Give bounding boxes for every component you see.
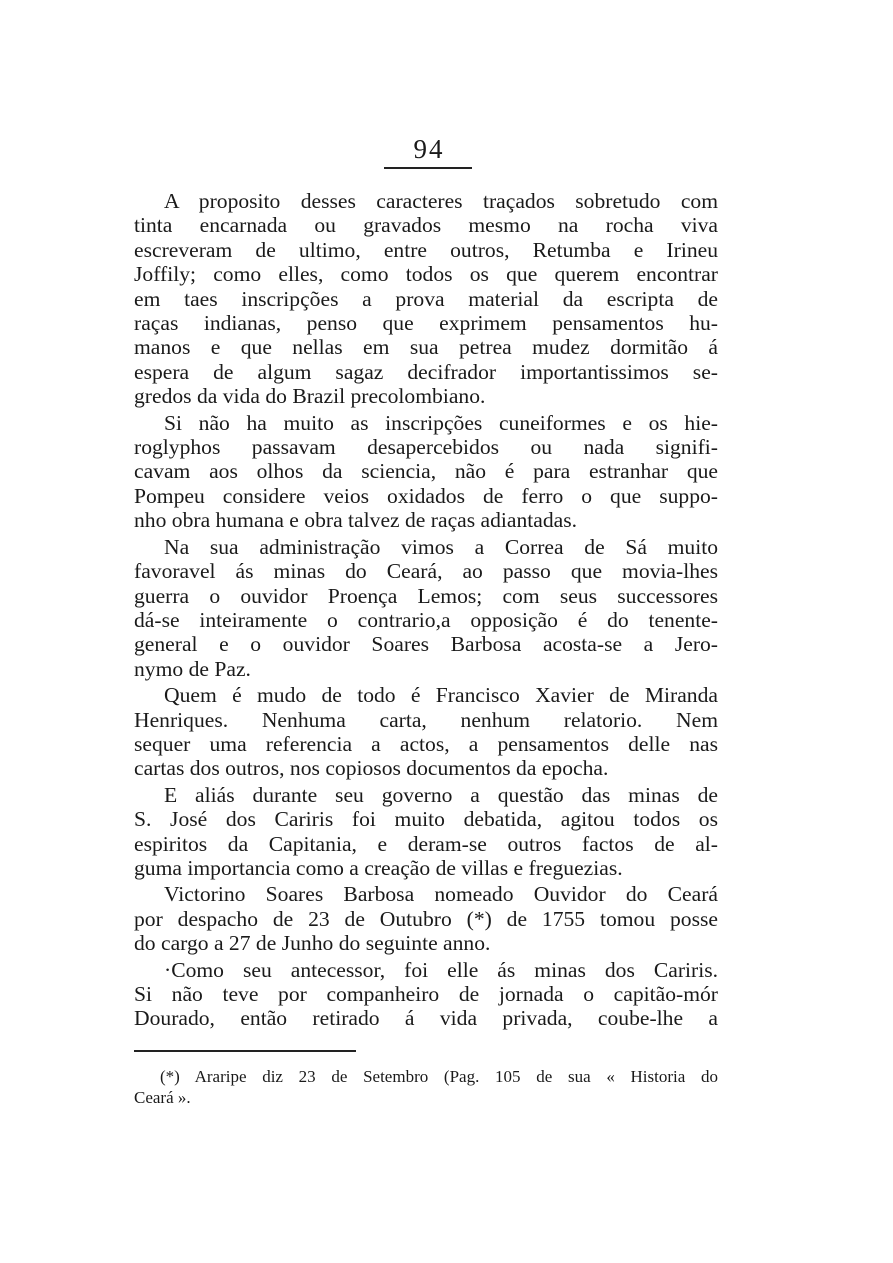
text-line: nho obra humana e obra talvez de raças adiantadas. bbox=[134, 508, 578, 533]
footnote-line: Ceará ». bbox=[134, 1088, 191, 1107]
text-line: general e o ouvidor Soares Barbosa acosta-se a Jero- bbox=[134, 632, 718, 657]
text-line: Victorino Soares Barbosa nomeado Ouvidor do Ceará bbox=[164, 882, 718, 907]
text-line: S. José dos Cariris foi muito debatida, agitou todos os bbox=[134, 807, 718, 832]
text-line: manos e que nellas em sua petrea mudez dormitão á bbox=[134, 335, 718, 360]
page-number-rule bbox=[384, 167, 472, 169]
paragraph-5 bbox=[134, 783, 718, 881]
text-line: A proposito desses caracteres traçados sobretudo com bbox=[164, 189, 718, 213]
paragraph-2 bbox=[134, 411, 718, 533]
text-line: sequer uma referencia a actos, a pensamentos delle nas bbox=[134, 731, 718, 756]
text-line: E aliás durante seu governo a questão das minas de bbox=[164, 782, 718, 807]
footnote bbox=[134, 1066, 718, 1108]
text-line: Si não ha muito as inscripções cuneiformes e os hie- bbox=[164, 410, 718, 435]
text-line: tinta encarnada ou gravados mesmo na rocha viva bbox=[134, 213, 718, 238]
text-line: raças indianas, penso que exprimem pensamentos hu- bbox=[134, 311, 718, 336]
body-text bbox=[134, 189, 718, 1033]
text-line: Quem é mudo de todo é Francisco Xavier de Miranda bbox=[164, 683, 718, 708]
paragraph-6 bbox=[134, 882, 718, 955]
text-line: em taes inscripções a prova material da escripta de bbox=[134, 286, 718, 311]
text-line: gredos da vida do Brazil precolombiano. bbox=[134, 384, 486, 409]
text-line: dá-se inteiramente o contrario,a opposição é do tenente- bbox=[134, 607, 718, 632]
text-line: Na sua administração vimos a Correa de Sá muito bbox=[164, 534, 718, 559]
text-line: nymo de Paz. bbox=[134, 656, 251, 681]
text-line: cavam aos olhos da sciencia, não é para estranhar que bbox=[134, 459, 718, 484]
text-line: cartas dos outros, nos copiosos documentos da epocha. bbox=[134, 756, 609, 781]
page-number: 94 bbox=[413, 134, 445, 164]
text-line: guma importancia como a creação de villas e freguezias. bbox=[134, 855, 623, 880]
text-line: roglyphos passavam desapercebidos ou nada signifi- bbox=[134, 435, 718, 460]
text-line: Pompeu considere veios oxidados de ferro o que suppo- bbox=[134, 483, 718, 508]
text-line: espiritos da Capitania, e deram-se outros factos de al- bbox=[134, 831, 718, 856]
text-line: Si não teve por companheiro de jornada o capitão-mór bbox=[134, 982, 718, 1006]
text-line: por despacho de 23 de Outubro (*) de 1755 tomou posse bbox=[134, 906, 718, 931]
text-line: escreveram de ultimo, entre outros, Retumba e Irineu bbox=[134, 237, 718, 262]
paragraph-7 bbox=[134, 958, 718, 1031]
text-line: favoravel ás minas do Ceará, ao passo que movia-lhes bbox=[134, 559, 718, 584]
text-line: ·Como seu antecessor, foi elle ás minas dos Cariris. bbox=[164, 957, 718, 982]
paragraph-3 bbox=[134, 535, 718, 681]
text-line: Dourado, então retirado á vida privada, coube-lhe a bbox=[134, 1006, 718, 1031]
text-line: Henriques. Nenhuma carta, nenhum relatorio. Nem bbox=[134, 707, 718, 732]
footnote-line: (*) Araripe diz 23 de Setembro (Pag. 105 de sua « Historia do bbox=[160, 1067, 718, 1086]
paragraph-4 bbox=[134, 683, 718, 781]
text-line: guerra o ouvidor Proença Lemos; com seus successores bbox=[134, 583, 718, 608]
text-line: Joffily; como elles, como todos os que querem encontrar bbox=[134, 262, 718, 287]
text-line: espera de algum sagaz decifrador importantissimos se- bbox=[134, 359, 718, 384]
text-line: do cargo a 27 de Junho do seguinte anno. bbox=[134, 931, 491, 956]
paragraph-1 bbox=[134, 189, 718, 409]
footnote-rule bbox=[134, 1050, 356, 1052]
